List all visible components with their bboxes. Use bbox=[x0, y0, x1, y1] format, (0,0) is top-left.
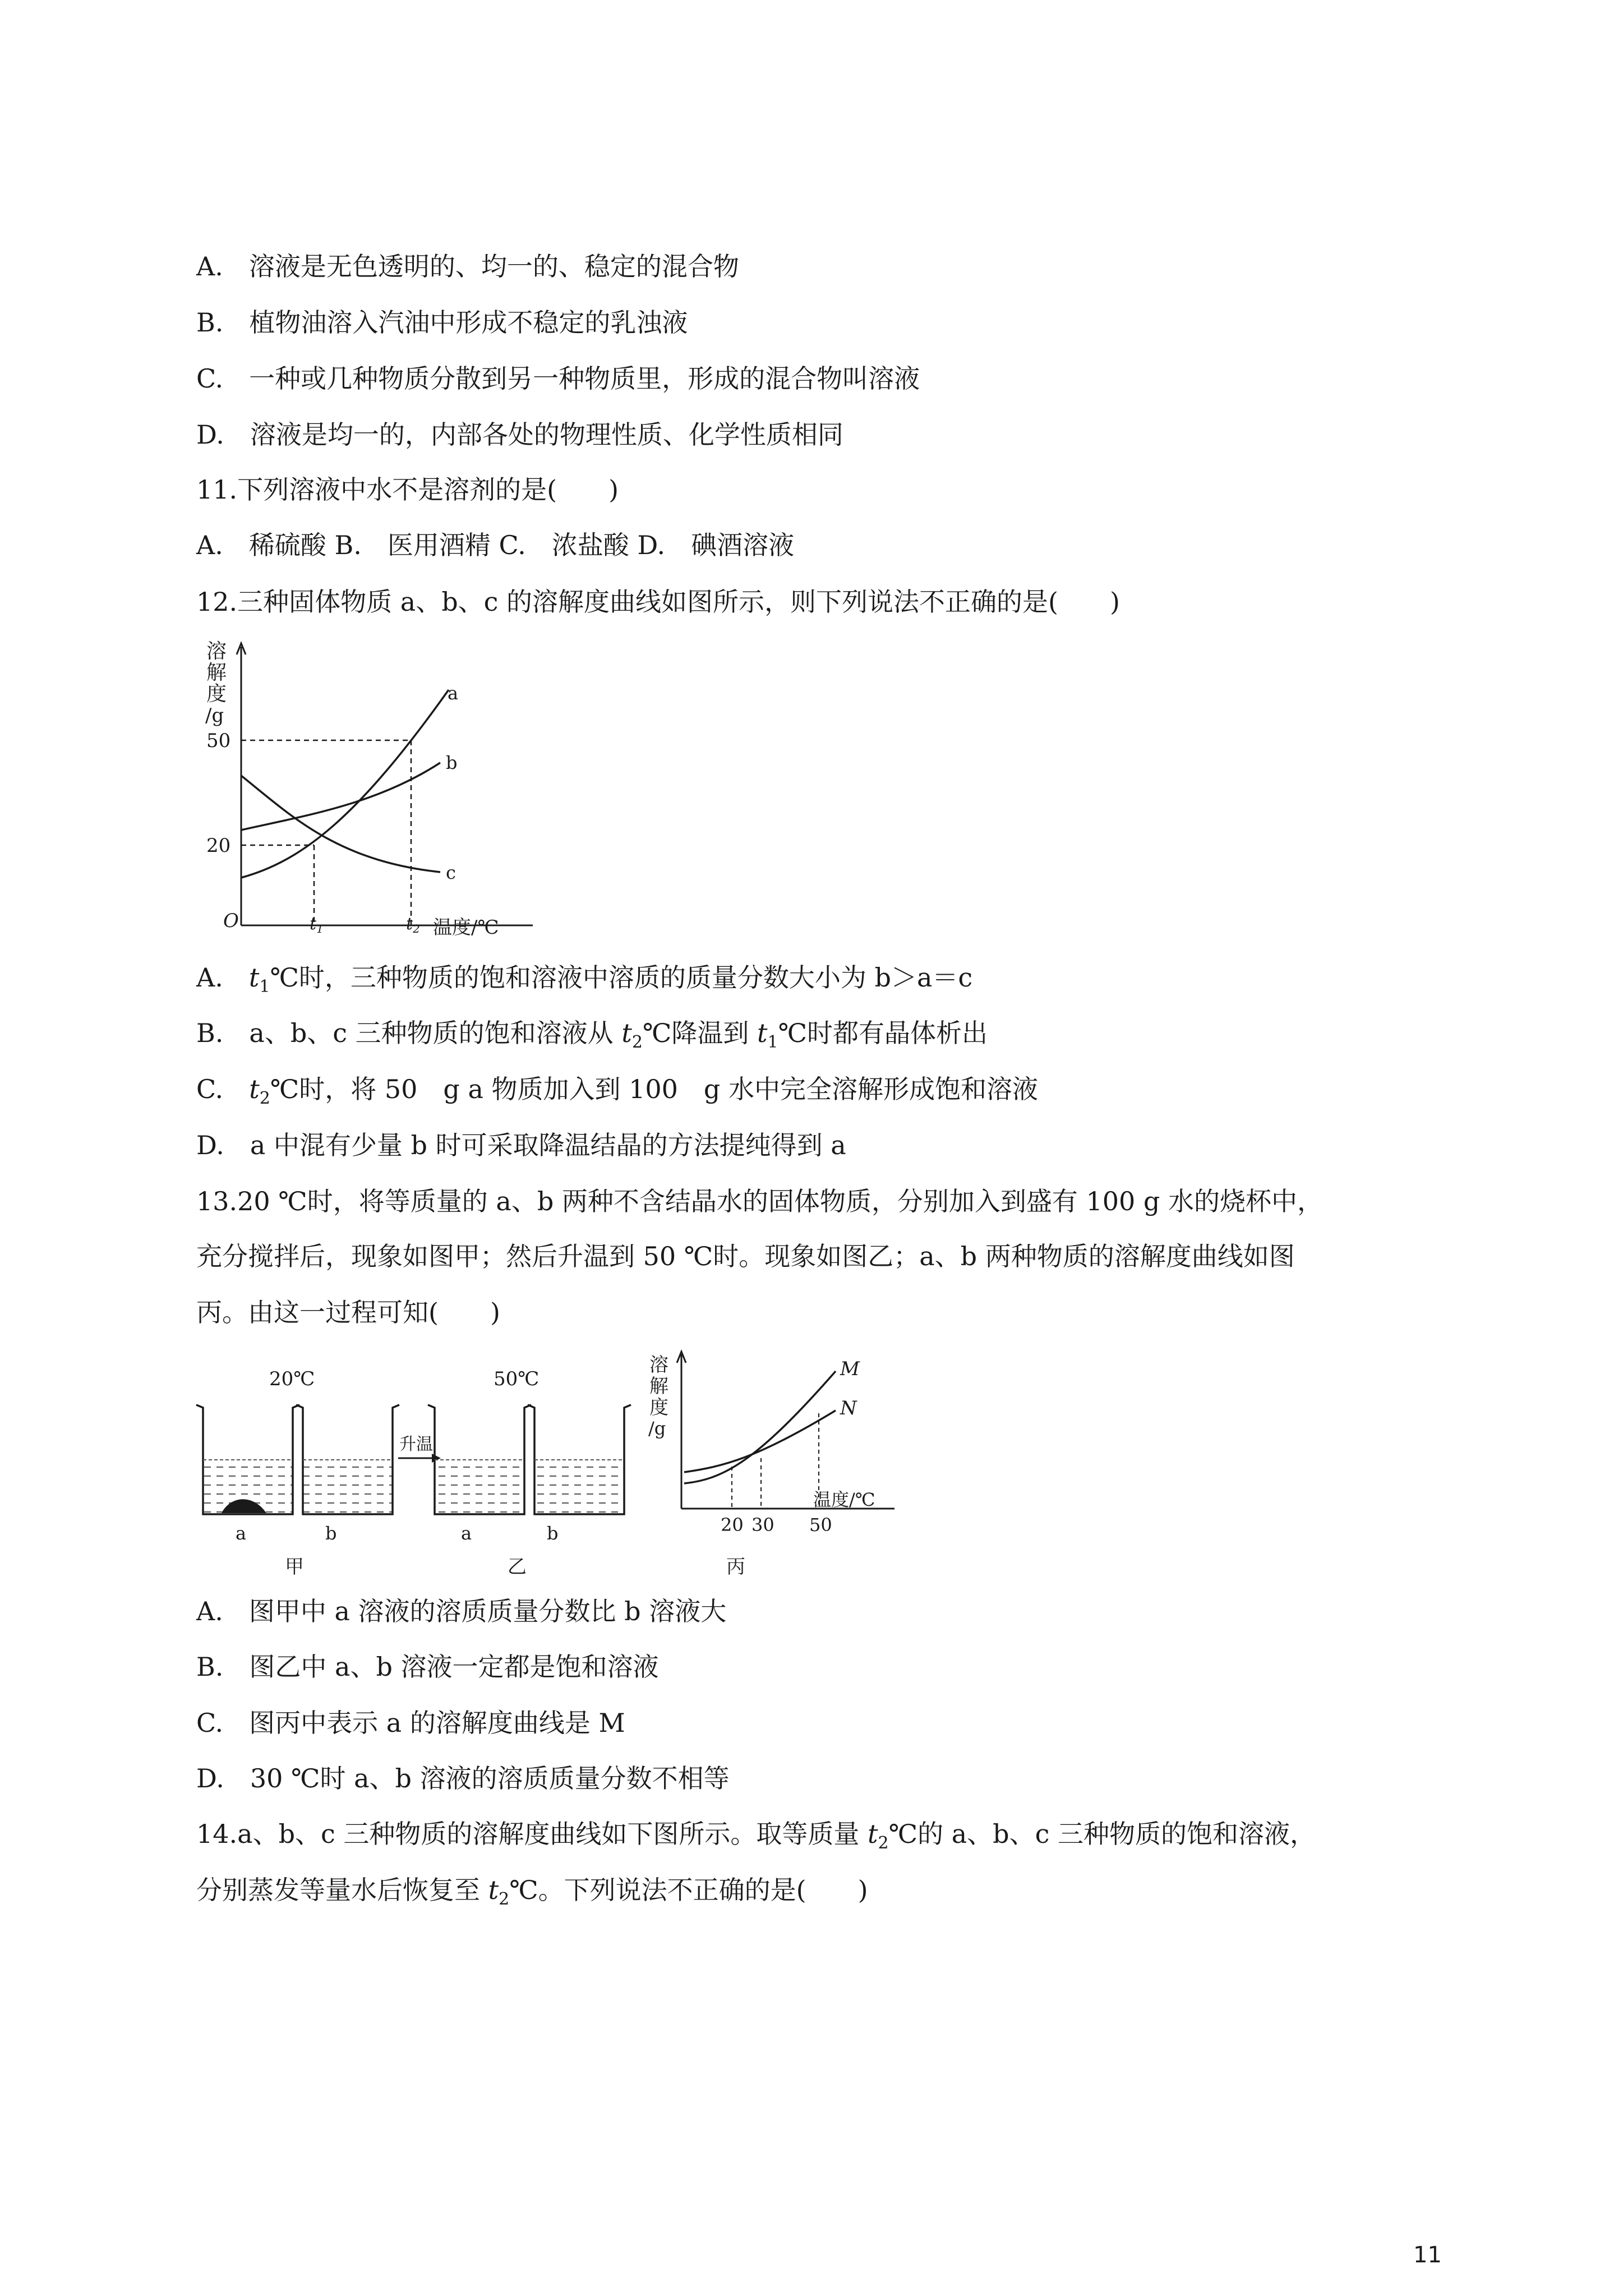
curve-M-label: M bbox=[840, 1358, 860, 1380]
q13-stem-line2: 充分搅拌后，现象如图甲；然后升温到 50 ℃时。现象如图乙；a、b 两种物质的溶解度曲线如图 bbox=[196, 1241, 1295, 1271]
curve-N-label: N bbox=[840, 1397, 857, 1419]
bing-y-label-unit: /g bbox=[648, 1418, 666, 1439]
curve-a-label: a bbox=[448, 683, 459, 704]
q10-option-d: D. 溶液是均一的，内部各处的物理性质、化学性质相同 bbox=[196, 419, 843, 450]
q12-c-t: t bbox=[249, 1074, 260, 1104]
q12-b-post: ℃时都有晶体析出 bbox=[778, 1018, 988, 1048]
bing-y-label-char-3: 度 bbox=[649, 1396, 668, 1419]
q12-c-pre: C. bbox=[196, 1074, 250, 1104]
q14-l1-post: ℃的 a、b、c 三种物质的饱和溶液， bbox=[888, 1819, 1316, 1849]
q14-l1-pre: 14.a、b、c 三种物质的溶解度曲线如下图所示。取等质量 bbox=[196, 1819, 868, 1849]
q14-l1-sub: 2 bbox=[878, 1833, 889, 1853]
x-tick-t1-t: t bbox=[310, 914, 317, 934]
q14-l2-pre: 分别蒸发等量水后恢复至 bbox=[196, 1875, 488, 1905]
q14-l2-sub: 2 bbox=[499, 1889, 510, 1909]
q12-b-t2: t bbox=[757, 1018, 768, 1048]
y-label-char-2: 解 bbox=[206, 661, 227, 684]
q13-option-a: A. 图甲中 a 溶液的溶质质量分数比 b 溶液大 bbox=[196, 1596, 727, 1626]
q12-stem: 12.三种固体物质 a、b、c 的溶解度曲线如图所示，则下列说法不正确的是( ) bbox=[196, 587, 1120, 617]
q14-l2-t: t bbox=[488, 1875, 499, 1905]
y-label-unit: /g bbox=[205, 704, 224, 727]
x-tick-t2-sub: 2 bbox=[413, 922, 420, 935]
q13-option-b: B. 图乙中 a、b 溶液一定都是饱和溶液 bbox=[196, 1652, 659, 1682]
q13-option-d: D. 30 ℃时 a、b 溶液的溶质质量分数不相等 bbox=[196, 1763, 730, 1794]
q14-stem-line2 bbox=[196, 1873, 868, 1916]
q13-stem-line1: 13.20 ℃时，将等质量的 a、b 两种不含结晶水的固体物质，分别加入到盛有 100 g 水的烧杯中， bbox=[196, 1186, 1323, 1216]
caption-yi: 乙 bbox=[508, 1556, 527, 1578]
bing-x-tick-20: 20 bbox=[721, 1514, 744, 1536]
origin-label: O bbox=[223, 910, 239, 932]
curve-b-label: b bbox=[446, 752, 458, 773]
bing-x-tick-30: 30 bbox=[751, 1514, 774, 1536]
y-label-char-1: 溶 bbox=[206, 640, 227, 663]
bing-y-label-char-1: 溶 bbox=[649, 1354, 668, 1376]
bing-x-label: 温度/℃ bbox=[813, 1489, 875, 1510]
q12-b-sub2: 1 bbox=[767, 1032, 778, 1052]
q12-c-sub: 2 bbox=[259, 1089, 270, 1108]
x-tick-t1-sub: 1 bbox=[316, 922, 324, 935]
q10-option-b: B. 植物油溶入汽油中形成不稳定的乳浊液 bbox=[196, 307, 688, 338]
bing-y-label-char-2: 解 bbox=[649, 1375, 668, 1398]
beaker-b-jia bbox=[296, 1405, 399, 1514]
q13-stem-line3: 丙。由这一过程可知( ) bbox=[196, 1297, 500, 1327]
q11-stem: 11.下列溶液中水不是溶剂的是( ) bbox=[196, 474, 619, 505]
q12-c-post: ℃时，将 50 g a 物质加入到 100 g 水中完全溶解形成饱和溶液 bbox=[270, 1074, 1038, 1104]
q13-figure bbox=[191, 1346, 1424, 1582]
q12-option-c bbox=[196, 1072, 1038, 1115]
curve-a bbox=[241, 690, 449, 878]
arrow-label: 升温 bbox=[399, 1435, 433, 1454]
q12-a-sub: 1 bbox=[259, 977, 270, 997]
q14-l1-t: t bbox=[868, 1819, 878, 1849]
y-tick-50: 50 bbox=[206, 730, 231, 752]
curve-c-label: c bbox=[446, 862, 456, 883]
beaker-label-a2: a bbox=[461, 1523, 472, 1544]
beaker-label-b1: b bbox=[325, 1523, 337, 1544]
q12-b-mid: ℃降温到 bbox=[642, 1018, 757, 1048]
beaker-label-a1: a bbox=[236, 1523, 247, 1544]
q12-a-pre: A. bbox=[196, 962, 249, 993]
temp-50: 50℃ bbox=[494, 1368, 540, 1390]
beaker-label-b2: b bbox=[547, 1523, 559, 1544]
q10-option-a: A. 溶液是无色透明的、均一的、稳定的混合物 bbox=[196, 251, 739, 282]
page-number: 11 bbox=[1413, 2242, 1442, 2268]
bing-x-tick-50: 50 bbox=[809, 1514, 832, 1536]
y-label-char-3: 度 bbox=[206, 683, 227, 706]
q13-option-c: C. 图丙中表示 a 的溶解度曲线是 M bbox=[196, 1708, 625, 1738]
q12-b-t1: t bbox=[621, 1018, 632, 1048]
beaker-b-yi bbox=[528, 1405, 631, 1514]
q12-option-d: D. a 中混有少量 b 时可采取降温结晶的方法提纯得到 a bbox=[196, 1130, 846, 1160]
temp-20: 20℃ bbox=[269, 1368, 315, 1390]
q12-a-post: ℃时，三种物质的饱和溶液中溶质的质量分数大小为 b＞a＝c bbox=[270, 962, 973, 993]
y-tick-20: 20 bbox=[206, 835, 231, 857]
beaker-a-yi bbox=[428, 1405, 531, 1514]
caption-jia: 甲 bbox=[285, 1556, 304, 1578]
caption-bing: 丙 bbox=[726, 1556, 745, 1578]
q12-option-b bbox=[196, 1016, 988, 1059]
q12-option-a bbox=[196, 961, 972, 1004]
q11-options: A. 稀硫酸 B. 医用酒精 C. 浓盐酸 D. 碘酒溶液 bbox=[196, 530, 795, 560]
q12-b-pre: B. a、b、c 三种物质的饱和溶液从 bbox=[196, 1018, 622, 1048]
q12-b-sub1: 2 bbox=[631, 1032, 643, 1052]
q12-solubility-chart bbox=[191, 637, 550, 951]
x-tick-t1 bbox=[310, 914, 324, 935]
x-tick-t2-t: t bbox=[406, 914, 413, 934]
x-tick-t2 bbox=[406, 914, 420, 935]
curve-M bbox=[684, 1371, 836, 1483]
q10-option-c: C. 一种或几种物质分散到另一种物质里，形成的混合物叫溶液 bbox=[196, 363, 920, 394]
beaker-a-jia bbox=[196, 1405, 299, 1514]
curve-N bbox=[684, 1410, 836, 1472]
q12-a-t: t bbox=[248, 962, 260, 993]
x-axis-label: 温度/℃ bbox=[433, 916, 499, 939]
q14-stem-line1 bbox=[196, 1817, 1316, 1860]
q14-l2-post: ℃。下列说法不正确的是( ) bbox=[509, 1875, 868, 1905]
